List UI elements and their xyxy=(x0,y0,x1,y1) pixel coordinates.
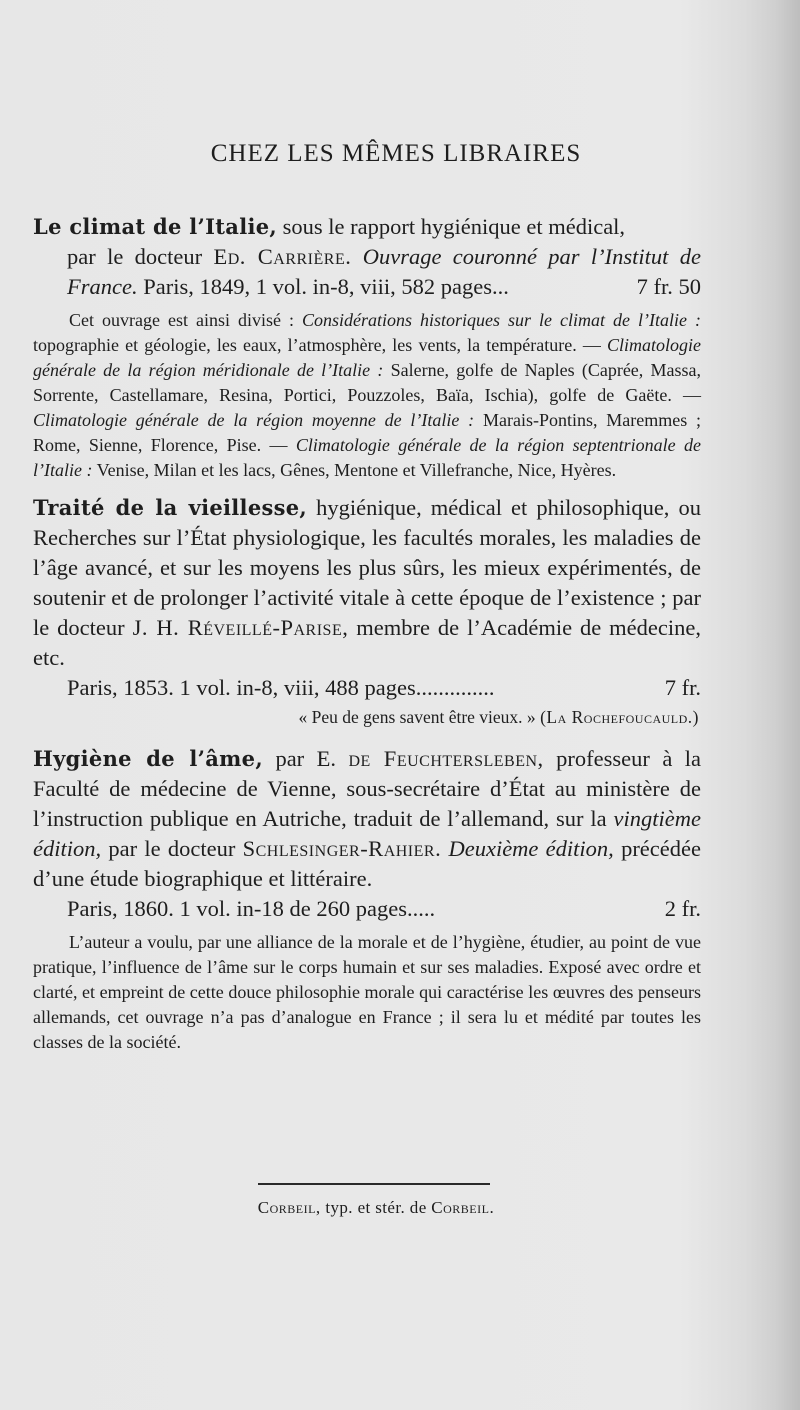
entry-details xyxy=(67,242,701,302)
summary-italic: Climatologie générale de la région septentrionale de l’Italie : xyxy=(33,435,702,480)
publication-info: Paris, 1853. 1 vol. in-8, viii, 488 pages.............. xyxy=(67,675,495,700)
catalog-entry-vieillesse xyxy=(33,493,701,728)
price: 7 fr. xyxy=(664,675,701,700)
book-title: Hygiène de l’âme, xyxy=(33,746,263,771)
entry-details xyxy=(67,673,701,703)
summary-text: Salerne, golfe de Naples (Caprée, Massa, Sorrente, Castellamare, Resina, Portici, Pouzzoles, Baïa, Ischia), golfe de Gaëte. — xyxy=(33,360,701,405)
epigraph-author: (La Rochefoucauld.) xyxy=(540,707,699,727)
colophon-printer: Corbeil. xyxy=(431,1198,495,1217)
catalog-entry-hygiene xyxy=(33,744,701,1055)
second-edition-note: Deuxième édition, xyxy=(448,836,614,861)
author-affiliation: membre de l’Académie de médecine, etc. xyxy=(33,615,701,670)
book-title: Le climat de l’Italie, xyxy=(33,214,278,239)
entry-description: sous le rapport hygiénique et médical, xyxy=(282,214,626,239)
price: 7 fr. 50 xyxy=(636,274,701,299)
award-note: Ouvrage couronné par l’Institut de France. xyxy=(67,244,701,299)
entry-description-end: précédée d’une étude biographique et littéraire. xyxy=(33,836,701,891)
entry-description: hygiénique, médical et philosophique, ou Recherches sur l’État physiologique, les facultés morales, les maladies de l’âge avancé, et sur les moyens les plus sûrs, les mieux expérimentés, de soutenir et de prolonger l’activité vitale à cette époque de l’existence ; par le docteur xyxy=(33,495,701,640)
summary-italic: Climatologie générale de la région méridionale de l’Italie : xyxy=(33,335,702,380)
summary-text: Cet ouvrage est ainsi divisé : xyxy=(69,310,294,330)
summary-text: Marais-Pontins, Maremmes ; Rome, Sienne, Florence, Pise. — xyxy=(33,410,702,455)
author-name: Ed. Carrière. xyxy=(213,244,352,269)
page-content xyxy=(33,140,701,1065)
entry-title-line xyxy=(33,212,701,242)
summary-italic: Considérations historiques sur le climat de l’Italie : xyxy=(302,310,702,330)
publication-info: Paris, 1860. 1 vol. in-18 de 260 pages..... xyxy=(67,896,436,921)
entry-title-line xyxy=(33,493,701,673)
author-name: de Feuchtersleben, xyxy=(348,746,544,771)
catalog-entry-climat xyxy=(33,212,701,483)
publication-info: Paris, 1849, 1 vol. in-8, viii, 582 pages... xyxy=(143,274,509,299)
edition-note: vingtième édition, xyxy=(33,806,701,861)
entry-description: professeur à la Faculté de médecine de Vienne, sous-secrétaire d’État au ministère de l’instruction publique en Autriche, traduit de l’allemand, sur la xyxy=(33,746,702,831)
author-prefix: par le docteur xyxy=(67,244,214,269)
translator-prefix: par le docteur xyxy=(108,836,236,861)
printer-colophon xyxy=(0,1198,752,1218)
summary-italic: Climatologie générale de la région moyenne de l’Italie : xyxy=(33,410,475,430)
entry-summary xyxy=(33,308,701,483)
author-prefix: par E. xyxy=(275,746,337,771)
epigraph-text: « Peu de gens savent être vieux. » xyxy=(298,707,536,727)
book-title: Traité de la vieillesse, xyxy=(33,495,308,520)
colophon-place: Corbeil, xyxy=(257,1198,321,1217)
entry-details xyxy=(67,894,701,924)
colophon-text: typ. et stér. de xyxy=(325,1198,427,1217)
summary-text: topographie et géologie, les eaux, l’atmosphère, les vents, la température. — xyxy=(33,335,601,355)
epigraph xyxy=(33,707,701,728)
author-name: J. H. Réveillé-Parise, xyxy=(132,615,349,640)
summary-text: Venise, Milan et les lacs, Gênes, Mentone et Villefranche, Nice, Hyères. xyxy=(96,460,617,480)
price: 2 fr. xyxy=(664,896,701,921)
page-heading: CHEZ LES MÊMES LIBRAIRES xyxy=(210,140,582,167)
entry-summary: L’auteur a voulu, par une alliance de la morale et de l’hygiène, étudier, au point de vue pratique, l’influence de l’âme sur le corps humain et sur ses maladies. Exposé avec ordre et clarté, et empreint de cette douce philosophie morale qui caractérise les œuvres des penseurs allemands, cet ouvrage n’a pas d’analogue en France ; il sera lu et médité par toutes les classes de la société. xyxy=(33,932,701,1052)
divider-rule xyxy=(258,1183,490,1185)
entry-title-line xyxy=(33,744,701,894)
translator-name: Schlesinger-Rahier. xyxy=(242,836,442,861)
